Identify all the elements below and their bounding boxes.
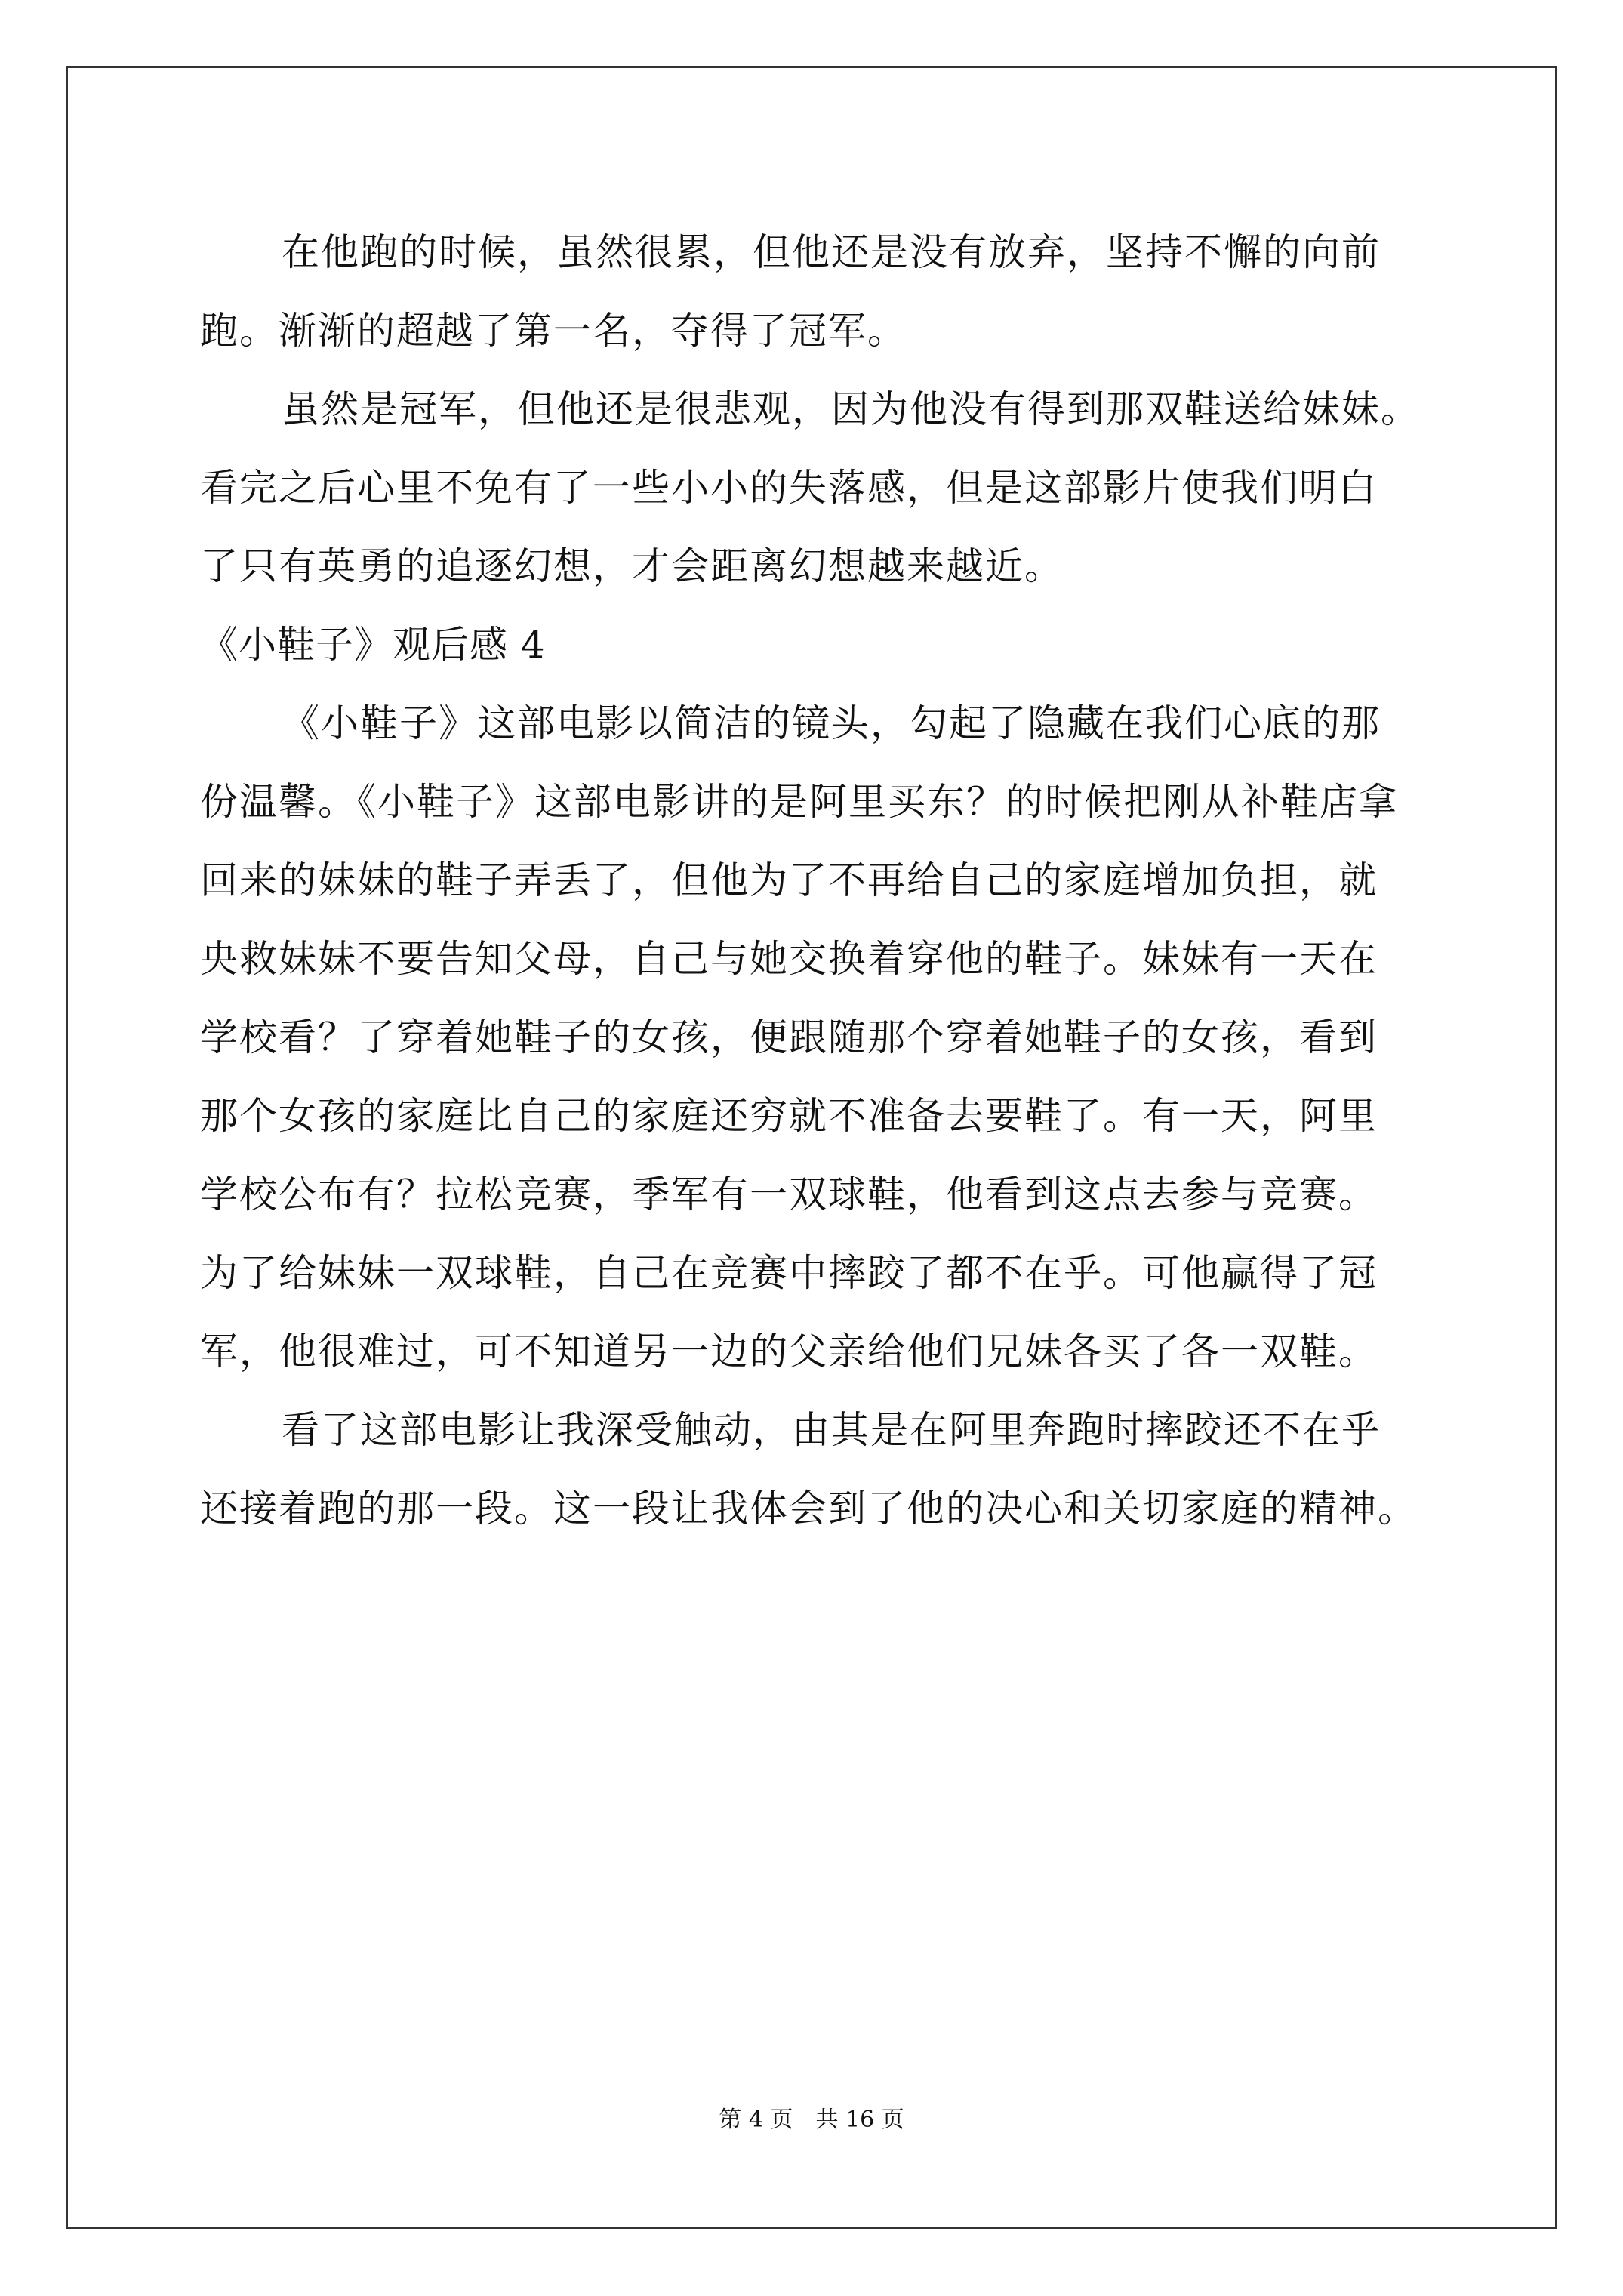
- page-number-footer: 第 4 页 共 16 页: [719, 2106, 904, 2133]
- section-heading: 《小鞋子》观后感 4: [200, 623, 546, 667]
- text-line: 为了给妹妹一双球鞋，自己在竞赛中摔跤了都不在乎。可他赢得了冠: [200, 1251, 1378, 1295]
- document-body: [200, 213, 1432, 1548]
- text-line: 那个女孩的家庭比自己的家庭还穷就不准备去要鞋了。有一天，阿里: [200, 1094, 1378, 1138]
- text-line: 看了这部电影让我深受触动，由其是在阿里奔跑时摔跤还不在乎: [282, 1408, 1381, 1452]
- text-line: 跑。渐渐的超越了第一名，夺得了冠军。: [200, 309, 907, 353]
- text-line: 《小鞋子》这部电影以简洁的镜头，勾起了隐藏在我们心底的那: [282, 701, 1381, 745]
- text-line: 在他跑的时候，虽然很累，但他还是没有放弃，坚持不懈的向前: [282, 230, 1381, 274]
- text-line: 虽然是冠军，但他还是很悲观，因为他没有得到那双鞋送给妹妹。: [282, 387, 1420, 431]
- text-line: 看完之后心里不免有了一些小小的失落感，但是这部影片使我们明白: [200, 466, 1378, 510]
- text-line: 份温馨。《小鞋子》这部电影讲的是阿里买东？的时候把刚从补鞋店拿: [200, 780, 1398, 824]
- text-line: 学校公布有？拉松竞赛，季军有一双球鞋，他看到这点去参与竞赛。: [200, 1173, 1378, 1216]
- text-line: 回来的妹妹的鞋子弄丢了，但他为了不再给自己的家庭增加负担，就: [200, 858, 1378, 902]
- text-line: 央救妹妹不要告知父母，自己与她交换着穿他的鞋子。妹妹有一天在: [200, 937, 1378, 981]
- text-line: 军，他很难过，可不知道另一边的父亲给他们兄妹各买了各一双鞋。: [200, 1330, 1378, 1373]
- text-line: 了只有英勇的追逐幻想，才会距离幻想越来越近。: [200, 544, 1064, 588]
- text-line: 还接着跑的那一段。这一段让我体会到了他的决心和关切家庭的精神。: [200, 1487, 1417, 1530]
- text-line: 学校看？了穿着她鞋子的女孩，便跟随那个穿着她鞋子的女孩，看到: [200, 1015, 1378, 1059]
